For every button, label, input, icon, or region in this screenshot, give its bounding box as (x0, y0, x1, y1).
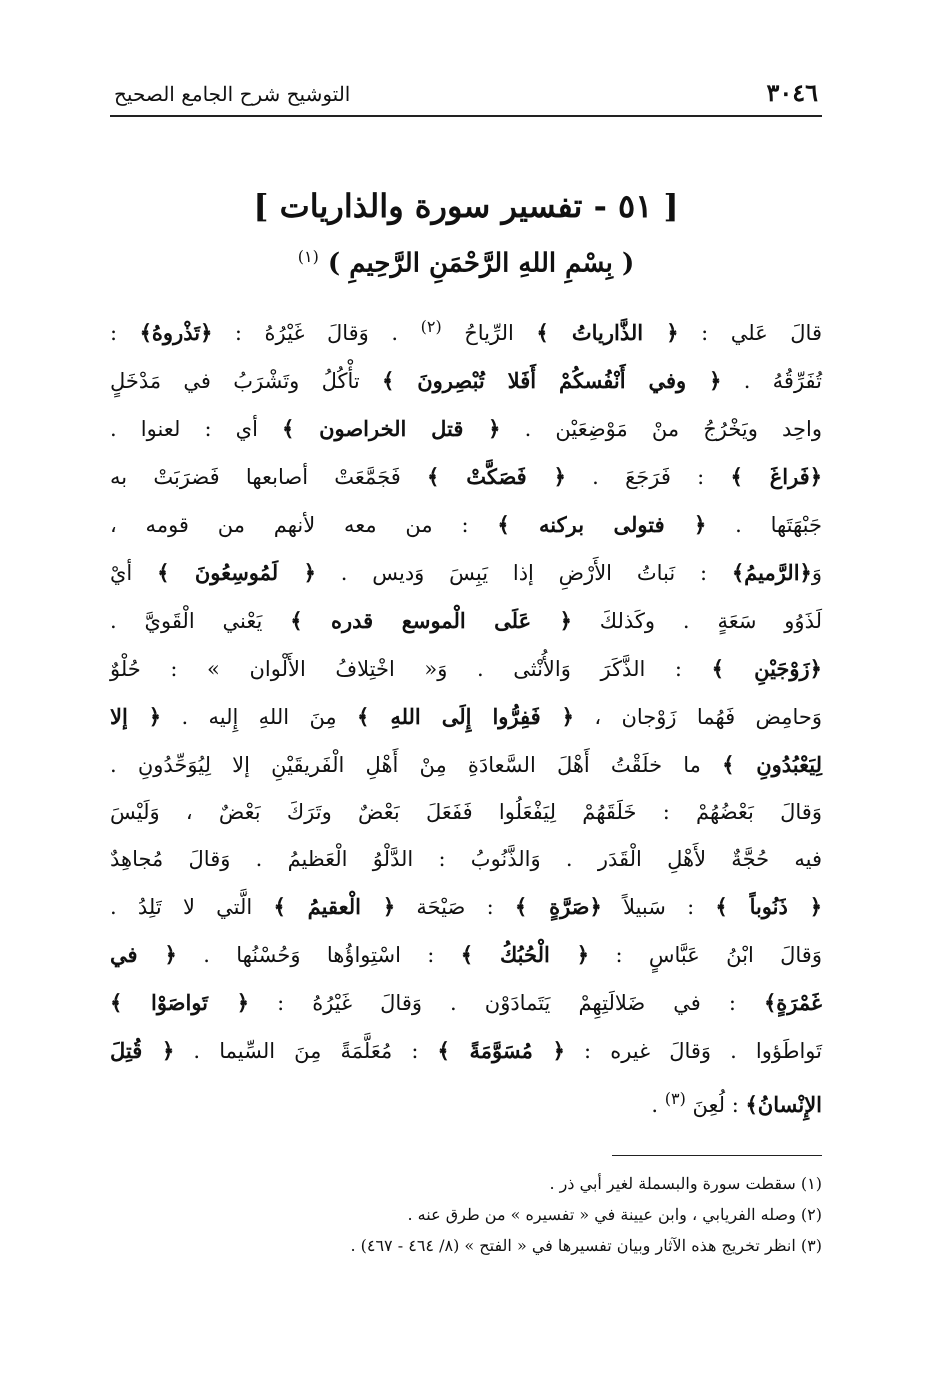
quran-quote: ﴿ وفي أَنْفُسكُمْ أَفَلا تُبْصِرونَ ﴾ (382, 367, 722, 393)
commentary-text: فَجَمَّعَتْ أصابعها فَضرَبَتْ به (110, 464, 428, 489)
text-line (110, 931, 822, 979)
commentary-text: وَ (811, 560, 822, 585)
commentary-text: : مُعَلَّمَةً مِنَ السِّيما . (174, 1038, 438, 1063)
quran-quote: ﴿ إلا (110, 703, 162, 729)
text-line (110, 883, 822, 931)
commentary-text: وَقالَ بَعْضُهُمْ : خَلَقَهُمْ لِيَفْعَلُوا فَفَعَلَ بَعْضٌ وتَرَكَ بَعْضٌ ، وَلَيْسَ (110, 799, 822, 824)
footnote-item: (١) سقطت سورة والبسملة لغير أبي ذر . (549, 1173, 822, 1193)
commentary-text: : في ضَلالَتِهِمْ يَتَمادَوْن . وَقالَ غَيْرُهُ : (249, 990, 764, 1015)
commentary-text: تُفَرِّقُهُ . (721, 368, 822, 393)
commentary-text: : اسْتِواؤُها وَحُسْنُها . (176, 942, 461, 967)
text-line (110, 741, 822, 789)
text-line (110, 1027, 822, 1075)
footnote-item: (٢) وصله الفريابي ، وابن عيينة في « تفسيره » من طرق عنه . (407, 1204, 822, 1224)
commentary-text: : نَباتُ الأَرْضِ إذا يَبِسَ وَديس . (315, 560, 732, 585)
running-header (110, 78, 822, 115)
book-title: التوشيح شرح الجامع الصحيح (114, 82, 351, 106)
text-line (110, 836, 822, 883)
text-line (110, 1075, 822, 1129)
quran-quote: ﴿صَرَّةٍ ﴾ (514, 893, 602, 919)
book-page (110, 78, 822, 1261)
commentary-text: أي : لعنوا . (110, 416, 283, 441)
quran-quote: الإِنْسانُ﴾ (745, 1091, 822, 1117)
footnote-item: (٣) انظر تخريج هذه الآثار وبيان تفسيرها في « الفتح » (٨/ ٤٦٤ - ٤٦٧) . (350, 1235, 822, 1255)
footnotes (110, 1168, 822, 1261)
text-line (110, 453, 822, 501)
footnote-reference: (٣) (664, 1088, 686, 1108)
commentary-text: وَحامِض فَهُما زَوْجان ، (573, 704, 822, 729)
quran-quote: ﴿ الْحُبُكُ ﴾ (460, 941, 590, 967)
commentary-text: : (110, 320, 140, 345)
commentary-text: تَواطَؤوا . وَقالَ غيره : (564, 1038, 822, 1063)
text-line (110, 789, 822, 836)
footnote-reference: (١) (297, 247, 319, 266)
commentary-text: الرِّياحُ (441, 320, 537, 345)
quran-quote: ﴿ فَصَكَّتْ ﴾ (427, 463, 566, 489)
commentary-text: : سَبيلاً (601, 894, 716, 919)
header-divider (110, 115, 822, 117)
quran-quote: ﴿تَذْروهُ﴾ (139, 319, 213, 345)
commentary-text: جَبْهَتَها . (706, 512, 822, 537)
quran-quote: ﴿فَراغَ ﴾ (730, 463, 822, 489)
commentary-text: وَقالَ ابْنُ عَبَّاسٍ : (589, 942, 822, 967)
footnote-divider (612, 1155, 822, 1156)
text-line (110, 693, 822, 741)
commentary-text: : فَرَجَعَ . (565, 464, 731, 489)
commentary-text: قالَ عَلي : (678, 320, 822, 345)
quran-quote: ﴿ تَواصَوْا ﴾ (110, 989, 250, 1015)
quran-quote: لِيَعْبُدُونِ ﴾ (722, 751, 822, 777)
basmala-line (110, 247, 822, 279)
commentary-text: يَعْني الْقَويَّ . (110, 608, 291, 633)
quran-quote: ﴿ عَلَى الْموسع قدره ﴾ (290, 607, 572, 633)
commentary-text: : صَيْحَة (395, 894, 515, 919)
quran-quote: ﴿ ذَنُوباً ﴾ (715, 893, 823, 919)
commentary-text: : الذَّكَرَ وَالأُنْثى . وَ« اخْتِلافُ الأَلْوان » : حُلْوٌ (110, 656, 712, 681)
commentary-text: واحِد ويَخْرُجُ منْ مَوْضِعَيْن . (500, 416, 822, 441)
quran-quote: ﴿ فَفِرُّوا إِلَى اللهِ ﴾ (357, 703, 574, 729)
quran-quote: ﴿ الْعقيمُ ﴾ (273, 893, 396, 919)
text-line (110, 303, 822, 357)
commentary-text: . وَقالَ غَيْرُهُ : (212, 320, 421, 345)
page-number: ٣٠٤٦ (766, 78, 818, 107)
quran-quote: ﴿الرَّميمُ﴾ (731, 559, 812, 585)
quran-quote: ﴿ قُتِلَ (110, 1037, 175, 1063)
commentary-body (110, 303, 822, 1129)
text-line (110, 645, 822, 693)
quran-quote: ﴿ فتولى بركنه ﴾ (497, 511, 707, 537)
commentary-text: . (651, 1092, 665, 1117)
commentary-text: ما خلَقْتُ أَهْلَ السَّعادَةِ مِنْ أَهْلِ الْفَريقَيْنِ إلا لِيُوَحِّدُونِ . (110, 752, 723, 777)
text-line (110, 357, 822, 405)
commentary-text: الَّتي لا تَلِدُ . (110, 894, 274, 919)
quran-quote: غَمْرَةٍ﴾ (763, 989, 823, 1015)
basmala-text: ( بِسْمِ اللهِ الرَّحْمَنِ الرَّحِيمِ ) (327, 248, 635, 279)
chapter-title: [ ٥١ - تفسير سورة والذاريات ] (253, 187, 679, 225)
commentary-text: أيْ (110, 560, 158, 585)
commentary-text: مِنَ اللهِ إِليه . (161, 704, 358, 729)
commentary-text: لَذَوُو سَعَةٍ . وكَذلكَ (571, 608, 822, 633)
quran-quote: ﴿ مُسَوَّمَةً ﴾ (437, 1037, 565, 1063)
commentary-text: فيه حُجَّةٌ لأَهْلِ الْقَدَر . وَالذَّنُوبُ : الدَّلْوُ الْعَظيمُ . وَقالَ مُجاهِدٌ (110, 846, 822, 871)
quran-quote: ﴿ لَمُوسِعُونَ ﴾ (157, 559, 316, 585)
text-line (110, 549, 822, 597)
quran-quote: ﴿ قتل الخراصون ﴾ (282, 415, 501, 441)
commentary-text: : من معه لأنهم من قومه ، (110, 512, 498, 537)
text-line (110, 597, 822, 645)
text-line (110, 405, 822, 453)
text-line (110, 979, 822, 1027)
commentary-text: : لُعِنَ (685, 1092, 746, 1117)
text-line (110, 501, 822, 549)
commentary-text: تأْكُلُ وتَشْرَبُ في مَدْخَلٍ (110, 368, 383, 393)
quran-quote: ﴿زَوْجَيْنِ ﴾ (711, 655, 822, 681)
quran-quote: ﴿ الذَّارياتُ ﴾ (536, 319, 679, 345)
footnote-reference: (٢) (420, 316, 442, 336)
quran-quote: ﴿ في (110, 941, 177, 967)
